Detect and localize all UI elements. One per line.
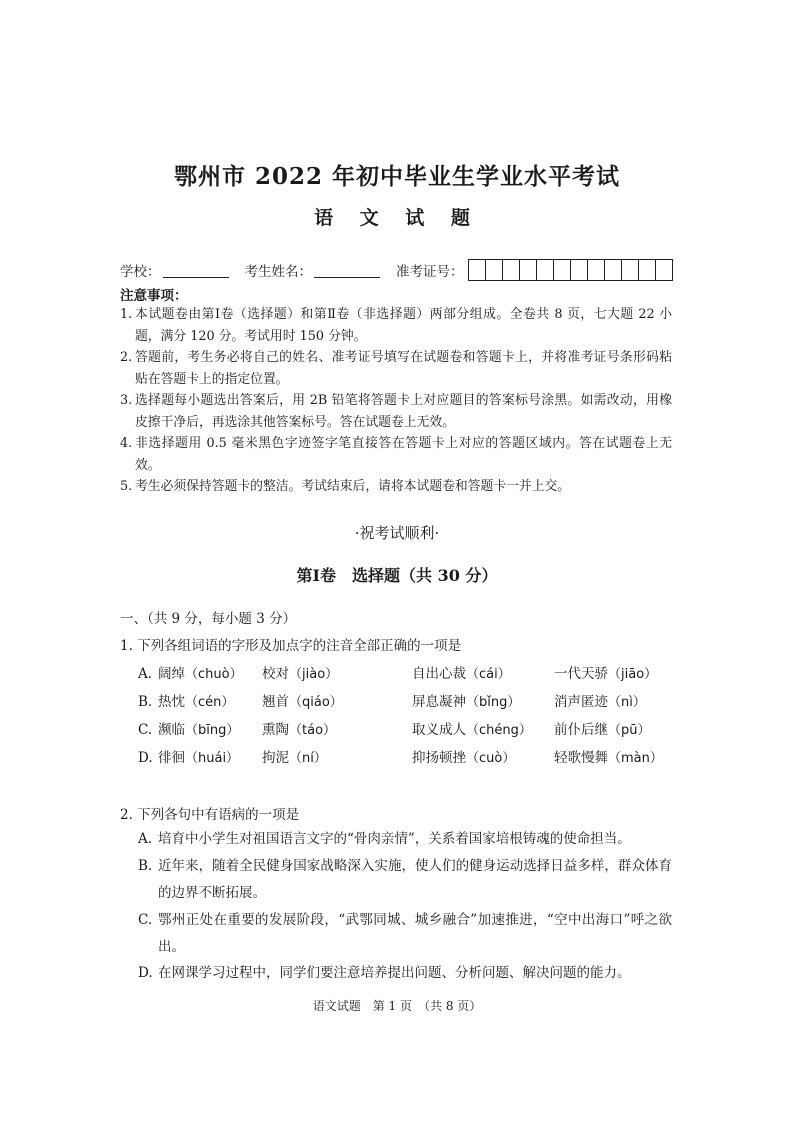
q2-option-c: C. 鄂州正处在重要的发展阶段，“武鄂同城、城乡融合”加速推进，“空中出海口”呼之欲出。 (138, 912, 672, 955)
ticket-label: 准考证号： (396, 264, 464, 280)
name-label: 考生姓名： (244, 264, 312, 280)
exam-subtitle: 语 文 试 题 (314, 207, 480, 229)
note-item: 4. 非选择题用 0.5 毫米黑色字迹签字笔直接答在答题卡上对应的答题区域内。答在试题卷上无效。 (120, 436, 672, 473)
part1-heading: 一、（共 9 分，每小题 3 分） (120, 611, 297, 627)
note-item: 3. 选择题每小题选出答案后，用 2B 铅笔将答题卡上对应题目的答案标号涂黑。如需改动，用橡皮擦干净后，再选涂其他答案标号。答在试题卷上无效。 (120, 393, 672, 430)
notes-list (120, 304, 672, 498)
exam-title: 鄂州市 2022 年初中毕业生学业水平考试 (173, 163, 621, 190)
school-label: 学校： (120, 264, 161, 280)
question-2-stem: 2. 下列各句中有语病的一项是 (120, 807, 300, 823)
q1-option-a: A. 阔绰（chuò） 校对（jiào） 自出心裁（cái） 一代天骄（jiāo） (138, 666, 658, 682)
section-title: 第Ⅰ卷 选择题（共 30 分） (296, 566, 498, 585)
good-luck-text: ·祝考试顺利· (354, 524, 440, 542)
q2-option-a: A. 培育中小学生对祖国语言文字的“骨肉亲情”，关系着国家培根铸魂的使命担当。 (138, 831, 631, 847)
ticket-number-boxes[interactable] (468, 259, 673, 281)
q2-option-b: B. 近年来，随着全民健身国家战略深入实施，使人们的健身运动选择日益多样，群众体育的边界不断拓展。 (138, 858, 672, 901)
q1-option-c: C. 濒临（bīng） 熏陶（táo） 取义成人（chéng） 前仆后继（pū） (138, 722, 651, 738)
q2-option-d: D. 在网课学习过程中，同学们要注意培养提出问题、分析问题、解决问题的能力。 (138, 965, 631, 981)
q1-option-d: D. 徘徊（huái） 拘泥（ní） 抑扬顿挫（cuò） 轻歌慢舞（màn） (138, 750, 663, 766)
q1-option-b: B. 热忱（cén） 翘首（qiáo） 屏息凝神（bǐng） 消声匿迹（nì） (138, 694, 646, 710)
note-item: 1. 本试题卷由第Ⅰ卷（选择题）和第Ⅱ卷（非选择题）两部分组成。全卷共 8 页，七大题 22 小题，满分 120 分。考试用时 150 分钟。 (120, 307, 672, 344)
student-info-row (120, 259, 673, 281)
name-blank[interactable] (314, 263, 380, 278)
notes-heading: 注意事项： (120, 288, 188, 304)
note-item: 2. 答题前，考生务必将自己的姓名、准考证号填写在试题卷和答题卡上，并将准考证号条形码粘贴在答题卡上的指定位置。 (120, 350, 672, 387)
question-1-stem: 1. 下列各组词语的字形及加点字的注音全部正确的一项是 (120, 638, 462, 654)
note-item: 5. 考生必须保持答题卡的整洁。考试结束后，请将本试题卷和答题卡一并上交。 (120, 479, 571, 494)
page-footer: 语文试题 第 1 页 （共 8 页） (312, 999, 482, 1013)
school-blank[interactable] (163, 263, 229, 278)
